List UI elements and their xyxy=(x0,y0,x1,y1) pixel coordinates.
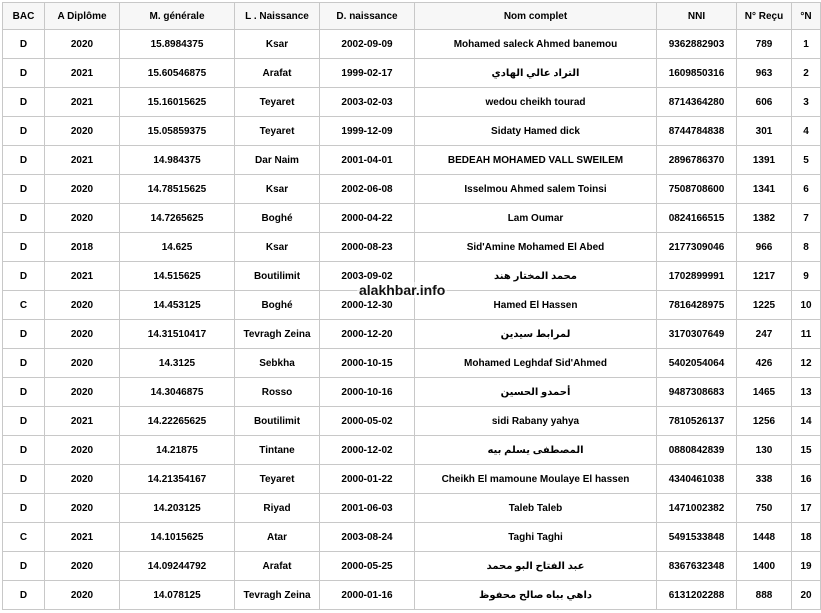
cell-bac: D xyxy=(3,262,45,291)
cell-index: 8 xyxy=(792,233,821,262)
table-row xyxy=(3,436,821,465)
cell-bac: D xyxy=(3,175,45,204)
cell-diploma-year: 2020 xyxy=(45,117,120,146)
cell-diploma-year: 2020 xyxy=(45,204,120,233)
cell-diploma-year: 2020 xyxy=(45,349,120,378)
cell-index: 9 xyxy=(792,262,821,291)
table-row xyxy=(3,233,821,262)
cell-diploma-year: 2020 xyxy=(45,552,120,581)
cell-index: 13 xyxy=(792,378,821,407)
table-row xyxy=(3,378,821,407)
cell-birth-date: 2002-09-09 xyxy=(320,30,415,59)
table-header-row xyxy=(3,3,821,30)
cell-nni: 5402054064 xyxy=(657,349,737,378)
cell-birth-place: Sebkha xyxy=(235,349,320,378)
cell-diploma-year: 2020 xyxy=(45,436,120,465)
cell-full-name: Cheikh El mamoune Moulaye El hassen xyxy=(415,465,657,494)
cell-birth-place: Boghé xyxy=(235,204,320,233)
cell-birth-date: 2003-08-24 xyxy=(320,523,415,552)
cell-birth-place: Ksar xyxy=(235,233,320,262)
cell-birth-date: 2000-12-30 xyxy=(320,291,415,320)
cell-diploma-year: 2020 xyxy=(45,494,120,523)
cell-general-average: 15.60546875 xyxy=(120,59,235,88)
cell-birth-place: Ksar xyxy=(235,30,320,59)
cell-nni: 2177309046 xyxy=(657,233,737,262)
cell-nni: 2896786370 xyxy=(657,146,737,175)
cell-diploma-year: 2020 xyxy=(45,320,120,349)
cell-birth-date: 2000-04-22 xyxy=(320,204,415,233)
cell-index: 11 xyxy=(792,320,821,349)
cell-bac: D xyxy=(3,117,45,146)
cell-full-name: داهي بباه صالح محفوظ xyxy=(415,581,657,610)
cell-bac: D xyxy=(3,465,45,494)
cell-birth-place: Teyaret xyxy=(235,465,320,494)
cell-bac: D xyxy=(3,378,45,407)
cell-receipt-number: 426 xyxy=(737,349,792,378)
cell-birth-place: Boutilimit xyxy=(235,262,320,291)
cell-full-name: عبد الفتاح البو محمد xyxy=(415,552,657,581)
table-row xyxy=(3,349,821,378)
cell-full-name: التراد عالي الهادي xyxy=(415,59,657,88)
cell-index: 14 xyxy=(792,407,821,436)
cell-receipt-number: 1382 xyxy=(737,204,792,233)
header-birth-place: L . Naissance xyxy=(235,3,320,30)
cell-index: 19 xyxy=(792,552,821,581)
cell-nni: 7810526137 xyxy=(657,407,737,436)
cell-birth-place: Ksar xyxy=(235,175,320,204)
cell-diploma-year: 2020 xyxy=(45,465,120,494)
cell-birth-date: 2000-12-02 xyxy=(320,436,415,465)
cell-receipt-number: 301 xyxy=(737,117,792,146)
cell-index: 15 xyxy=(792,436,821,465)
cell-nni: 8367632348 xyxy=(657,552,737,581)
results-table xyxy=(2,2,821,610)
cell-diploma-year: 2021 xyxy=(45,523,120,552)
cell-full-name: Taghi Taghi xyxy=(415,523,657,552)
cell-receipt-number: 966 xyxy=(737,233,792,262)
cell-bac: D xyxy=(3,204,45,233)
cell-full-name: أحمدو الحسين xyxy=(415,378,657,407)
cell-birth-place: Teyaret xyxy=(235,117,320,146)
cell-diploma-year: 2020 xyxy=(45,30,120,59)
cell-birth-place: Rosso xyxy=(235,378,320,407)
cell-general-average: 14.21875 xyxy=(120,436,235,465)
cell-full-name: المصطفى يسلم بيه xyxy=(415,436,657,465)
cell-birth-place: Tevragh Zeina xyxy=(235,581,320,610)
table-row xyxy=(3,581,821,610)
cell-birth-date: 2000-01-22 xyxy=(320,465,415,494)
cell-bac: D xyxy=(3,88,45,117)
cell-birth-place: Arafat xyxy=(235,552,320,581)
cell-diploma-year: 2018 xyxy=(45,233,120,262)
cell-bac: D xyxy=(3,349,45,378)
cell-full-name: لمرابط سيدين xyxy=(415,320,657,349)
cell-index: 20 xyxy=(792,581,821,610)
cell-birth-place: Atar xyxy=(235,523,320,552)
cell-receipt-number: 1225 xyxy=(737,291,792,320)
cell-receipt-number: 1448 xyxy=(737,523,792,552)
cell-diploma-year: 2021 xyxy=(45,407,120,436)
cell-diploma-year: 2021 xyxy=(45,262,120,291)
cell-nni: 1702899991 xyxy=(657,262,737,291)
cell-nni: 0824166515 xyxy=(657,204,737,233)
cell-birth-place: Dar Naim xyxy=(235,146,320,175)
cell-index: 5 xyxy=(792,146,821,175)
cell-general-average: 14.21354167 xyxy=(120,465,235,494)
cell-birth-place: Boghé xyxy=(235,291,320,320)
cell-index: 1 xyxy=(792,30,821,59)
cell-birth-date: 1999-02-17 xyxy=(320,59,415,88)
header-nni: NNI xyxy=(657,3,737,30)
cell-bac: C xyxy=(3,523,45,552)
cell-full-name: sidi Rabany yahya xyxy=(415,407,657,436)
cell-general-average: 14.3046875 xyxy=(120,378,235,407)
cell-birth-date: 2003-09-02 xyxy=(320,262,415,291)
cell-birth-date: 2000-08-23 xyxy=(320,233,415,262)
cell-index: 10 xyxy=(792,291,821,320)
table-row xyxy=(3,204,821,233)
table-body xyxy=(3,30,821,610)
table-row xyxy=(3,175,821,204)
cell-birth-date: 2003-02-03 xyxy=(320,88,415,117)
cell-nni: 3170307649 xyxy=(657,320,737,349)
cell-full-name: محمد المختار هند xyxy=(415,262,657,291)
cell-general-average: 14.7265625 xyxy=(120,204,235,233)
header-index: °N xyxy=(792,3,821,30)
cell-birth-date: 2000-05-02 xyxy=(320,407,415,436)
cell-bac: D xyxy=(3,146,45,175)
cell-general-average: 15.05859375 xyxy=(120,117,235,146)
table-row xyxy=(3,88,821,117)
cell-full-name: Mohamed Leghdaf Sid'Ahmed xyxy=(415,349,657,378)
cell-bac: D xyxy=(3,233,45,262)
cell-full-name: BEDEAH MOHAMED VALL SWEILEM xyxy=(415,146,657,175)
cell-birth-date: 2000-12-20 xyxy=(320,320,415,349)
cell-bac: D xyxy=(3,59,45,88)
cell-index: 2 xyxy=(792,59,821,88)
cell-diploma-year: 2021 xyxy=(45,88,120,117)
cell-full-name: Mohamed saleck Ahmed banemou xyxy=(415,30,657,59)
cell-general-average: 14.22265625 xyxy=(120,407,235,436)
cell-general-average: 15.8984375 xyxy=(120,30,235,59)
cell-birth-place: Arafat xyxy=(235,59,320,88)
cell-full-name: Lam Oumar xyxy=(415,204,657,233)
cell-birth-date: 1999-12-09 xyxy=(320,117,415,146)
cell-general-average: 14.3125 xyxy=(120,349,235,378)
cell-nni: 0880842839 xyxy=(657,436,737,465)
cell-bac: C xyxy=(3,291,45,320)
cell-diploma-year: 2020 xyxy=(45,378,120,407)
cell-birth-date: 2000-01-16 xyxy=(320,581,415,610)
cell-general-average: 14.515625 xyxy=(120,262,235,291)
cell-receipt-number: 789 xyxy=(737,30,792,59)
cell-birth-date: 2000-10-16 xyxy=(320,378,415,407)
cell-receipt-number: 1217 xyxy=(737,262,792,291)
cell-birth-place: Riyad xyxy=(235,494,320,523)
cell-birth-place: Boutilimit xyxy=(235,407,320,436)
cell-receipt-number: 1465 xyxy=(737,378,792,407)
cell-index: 16 xyxy=(792,465,821,494)
cell-birth-date: 2000-05-25 xyxy=(320,552,415,581)
cell-index: 7 xyxy=(792,204,821,233)
header-birth-date: D. naissance xyxy=(320,3,415,30)
table-row xyxy=(3,465,821,494)
table-row xyxy=(3,117,821,146)
cell-general-average: 14.1015625 xyxy=(120,523,235,552)
cell-birth-place: Tevragh Zeina xyxy=(235,320,320,349)
cell-general-average: 14.78515625 xyxy=(120,175,235,204)
cell-general-average: 14.31510417 xyxy=(120,320,235,349)
cell-receipt-number: 338 xyxy=(737,465,792,494)
cell-nni: 6131202288 xyxy=(657,581,737,610)
cell-general-average: 15.16015625 xyxy=(120,88,235,117)
cell-birth-date: 2001-06-03 xyxy=(320,494,415,523)
cell-diploma-year: 2020 xyxy=(45,291,120,320)
table-row xyxy=(3,30,821,59)
cell-index: 18 xyxy=(792,523,821,552)
cell-nni: 5491533848 xyxy=(657,523,737,552)
cell-nni: 1609850316 xyxy=(657,59,737,88)
cell-full-name: Sid'Amine Mohamed El Abed xyxy=(415,233,657,262)
cell-nni: 1471002382 xyxy=(657,494,737,523)
header-general-average: M. générale xyxy=(120,3,235,30)
header-diploma-year: A Diplôme xyxy=(45,3,120,30)
cell-birth-place: Tintane xyxy=(235,436,320,465)
cell-receipt-number: 247 xyxy=(737,320,792,349)
cell-general-average: 14.203125 xyxy=(120,494,235,523)
cell-index: 4 xyxy=(792,117,821,146)
watermark: alakhbar.info xyxy=(359,282,446,298)
header-full-name: Nom complet xyxy=(415,3,657,30)
cell-birth-date: 2001-04-01 xyxy=(320,146,415,175)
cell-bac: D xyxy=(3,581,45,610)
table-row xyxy=(3,407,821,436)
cell-index: 6 xyxy=(792,175,821,204)
cell-index: 3 xyxy=(792,88,821,117)
cell-nni: 8714364280 xyxy=(657,88,737,117)
cell-full-name: Taleb Taleb xyxy=(415,494,657,523)
cell-full-name: wedou cheikh tourad xyxy=(415,88,657,117)
table-row xyxy=(3,523,821,552)
cell-bac: D xyxy=(3,552,45,581)
cell-receipt-number: 1256 xyxy=(737,407,792,436)
cell-birth-date: 2002-06-08 xyxy=(320,175,415,204)
header-receipt-number: N° Reçu xyxy=(737,3,792,30)
cell-diploma-year: 2021 xyxy=(45,146,120,175)
table-row xyxy=(3,146,821,175)
cell-receipt-number: 130 xyxy=(737,436,792,465)
table-row xyxy=(3,494,821,523)
cell-receipt-number: 1341 xyxy=(737,175,792,204)
cell-receipt-number: 1391 xyxy=(737,146,792,175)
cell-nni: 7816428975 xyxy=(657,291,737,320)
cell-general-average: 14.625 xyxy=(120,233,235,262)
cell-nni: 4340461038 xyxy=(657,465,737,494)
cell-birth-place: Teyaret xyxy=(235,88,320,117)
cell-index: 17 xyxy=(792,494,821,523)
cell-bac: D xyxy=(3,320,45,349)
cell-diploma-year: 2020 xyxy=(45,175,120,204)
cell-full-name: Isselmou Ahmed salem Toinsi xyxy=(415,175,657,204)
cell-general-average: 14.09244792 xyxy=(120,552,235,581)
cell-receipt-number: 750 xyxy=(737,494,792,523)
table-row xyxy=(3,59,821,88)
cell-nni: 7508708600 xyxy=(657,175,737,204)
table-row xyxy=(3,320,821,349)
cell-nni: 9487308683 xyxy=(657,378,737,407)
cell-receipt-number: 1400 xyxy=(737,552,792,581)
cell-diploma-year: 2021 xyxy=(45,59,120,88)
cell-receipt-number: 888 xyxy=(737,581,792,610)
cell-bac: D xyxy=(3,436,45,465)
header-bac: BAC xyxy=(3,3,45,30)
cell-receipt-number: 963 xyxy=(737,59,792,88)
cell-bac: D xyxy=(3,30,45,59)
cell-diploma-year: 2020 xyxy=(45,581,120,610)
cell-full-name: Hamed El Hassen xyxy=(415,291,657,320)
cell-general-average: 14.984375 xyxy=(120,146,235,175)
cell-index: 12 xyxy=(792,349,821,378)
cell-receipt-number: 606 xyxy=(737,88,792,117)
cell-bac: D xyxy=(3,494,45,523)
cell-nni: 8744784838 xyxy=(657,117,737,146)
cell-general-average: 14.453125 xyxy=(120,291,235,320)
cell-nni: 9362882903 xyxy=(657,30,737,59)
table-row xyxy=(3,552,821,581)
cell-general-average: 14.078125 xyxy=(120,581,235,610)
cell-birth-date: 2000-10-15 xyxy=(320,349,415,378)
cell-full-name: Sidaty Hamed dick xyxy=(415,117,657,146)
cell-bac: D xyxy=(3,407,45,436)
